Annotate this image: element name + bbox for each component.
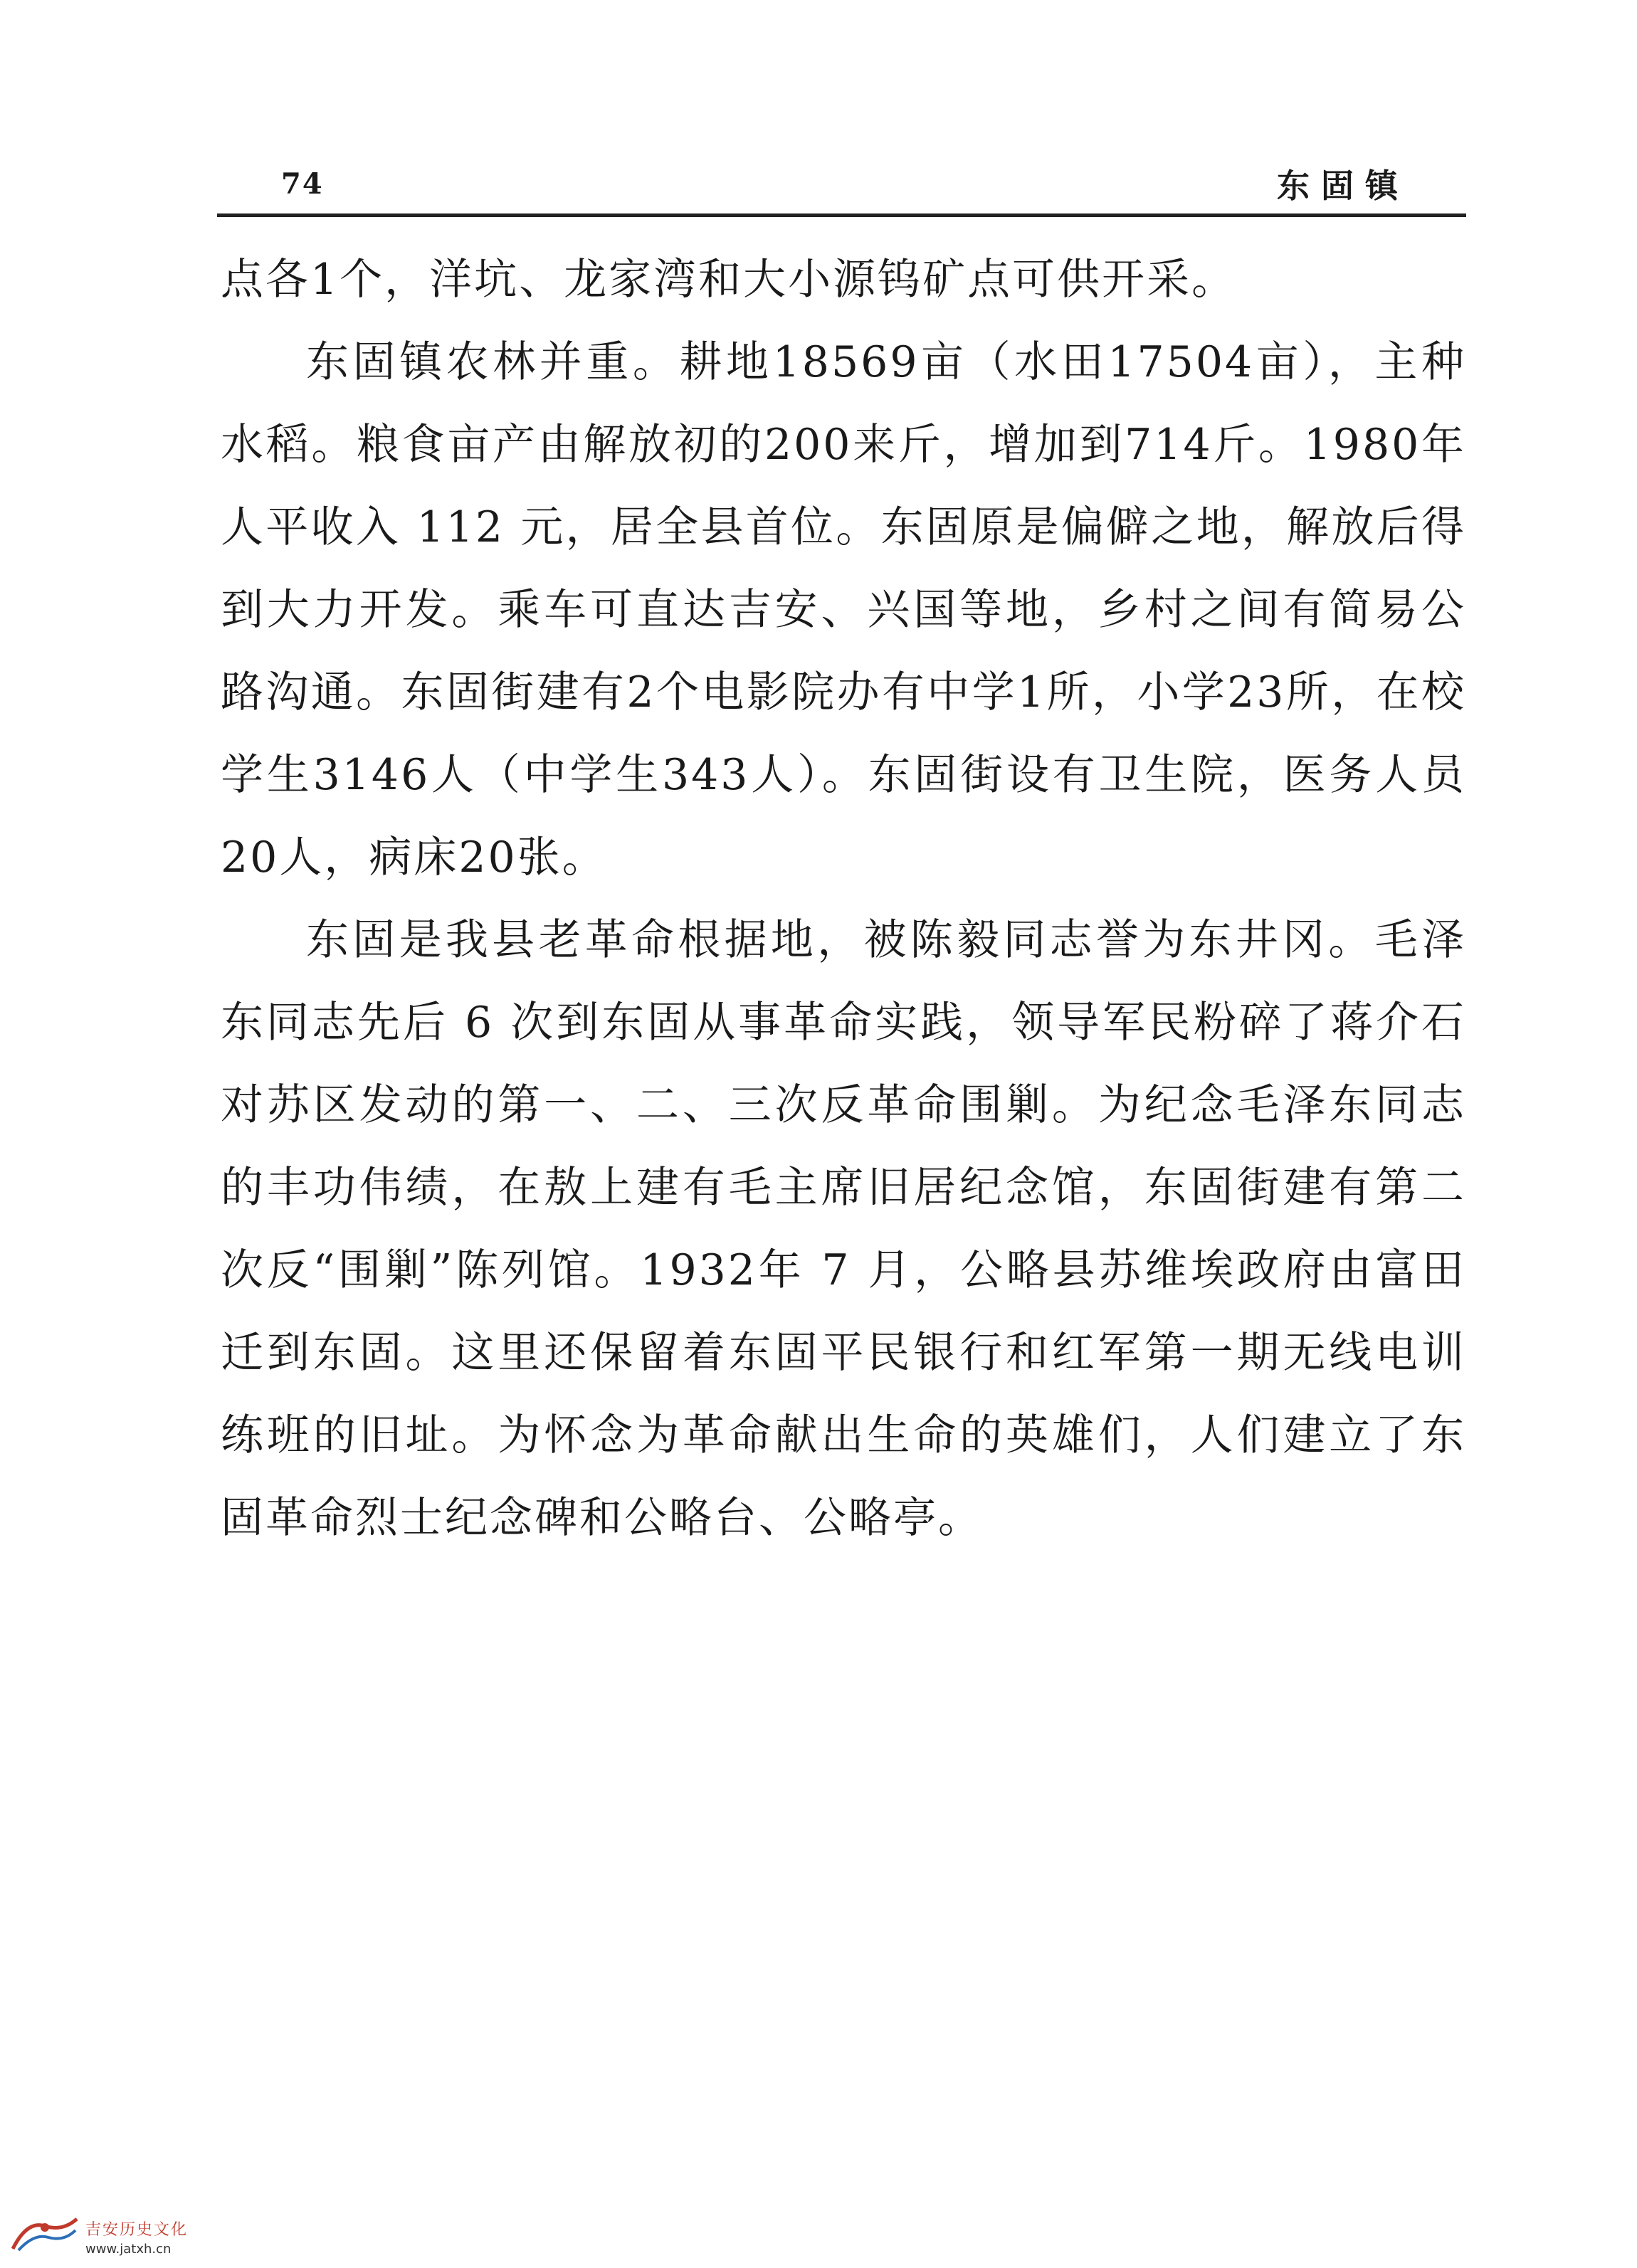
watermark-url: www.jatxh.cn bbox=[85, 2242, 172, 2257]
paragraph-continuation: 点各1个，洋坑、龙家湾和大小源钨矿点可供开采。 bbox=[221, 255, 1237, 305]
paragraph-agriculture: 东固镇农林并重。耕地18569亩（水田17504亩），主种水稻。粮食亩产由解放初的200来斤，增加到714斤。1980年人平收入 112 元，居全县首位。东固原是偏僻之地，解放后得到大力开发。乘车可直达吉安、兴国等地，乡村之间有简易公路沟通。东固街建有2个电影院办有中学1所，小学23所，在校学生3146人（中学生343人）。东固街设有卫生院，医务人员20人，病床20张。 bbox=[221, 337, 1466, 882]
header-divider bbox=[217, 213, 1466, 217]
body-text bbox=[221, 238, 1466, 1559]
watermark-logo-icon bbox=[6, 2213, 84, 2256]
watermark-site-name: 吉安历史文化 bbox=[85, 2221, 189, 2239]
paragraph-revolution-history: 东固是我县老革命根据地，被陈毅同志誉为东井冈。毛泽东同志先后 6 次到东固从事革命实践，领导军民粉碎了蒋介石对苏区发动的第一、二、三次反革命围剿。为纪念毛泽东同志的丰功伟绩，在敖上建有毛主席旧居纪念馆，东固街建有第二次反“围剿”陈列馆。1932年 7 月，公略县苏维埃政府由富田迁到东固。这里还保留着东固平民银行和红军第一期无线电训练班的旧址。为怀念为革命献出生命的英雄们，人们建立了东固革命烈士纪念碑和公略台、公略亭。 bbox=[221, 915, 1466, 1543]
running-title: 东固镇 bbox=[1277, 167, 1409, 205]
site-watermark bbox=[0, 2213, 228, 2268]
page-number: 74 bbox=[281, 167, 324, 201]
page-header bbox=[217, 160, 1463, 217]
